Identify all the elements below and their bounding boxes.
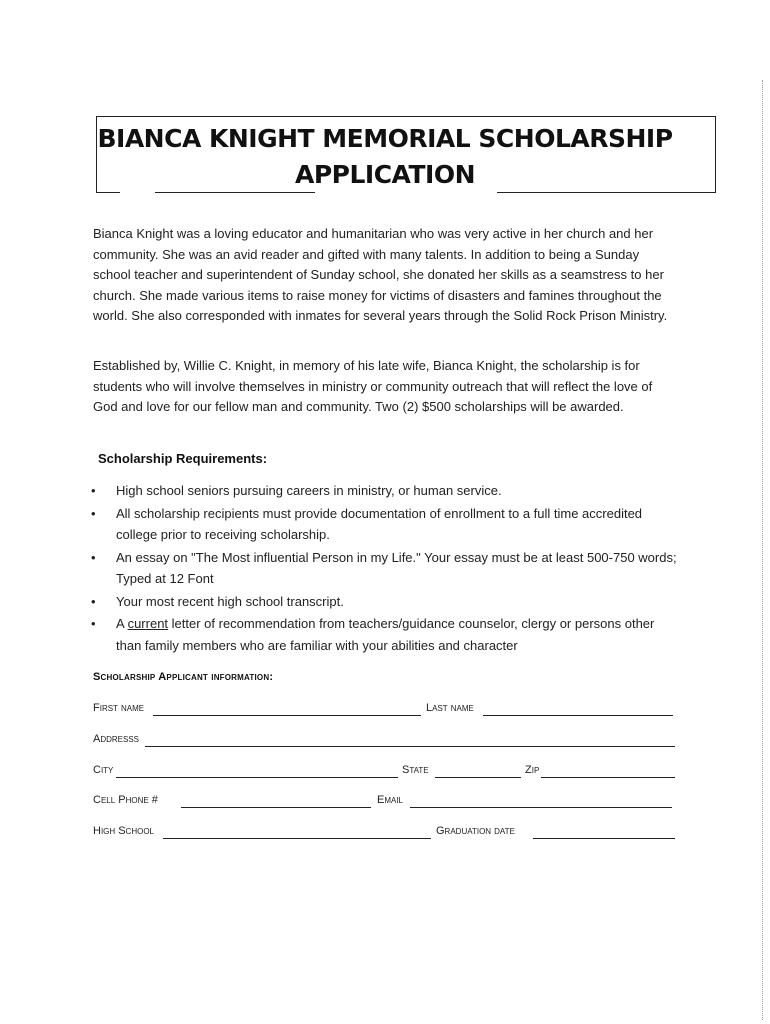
requirement-text: High school seniors pursuing careers in ministry, or human service.: [116, 483, 502, 498]
requirement-text: All scholarship recipients must provide documentation of enrollment to a full time accredited college prior to receiving scholarship.: [116, 505, 643, 542]
requirement-text: An essay on "The Most influential Person in my Life." Your essay must be at least 500-750 words; Typed at 12 Font: [116, 549, 677, 586]
scan-edge-artifact: [762, 80, 765, 1020]
address-label: Addresss: [93, 733, 140, 745]
requirements-heading: Scholarship Requirements:: [98, 451, 268, 466]
intro-paragraph-2: Established by, Willie C. Knight, in memory of his late wife, Bianca Knight, the scholarship is for students who will involve themselves in ministry or community outreach that will reflect the love of God and love for our fellow man and community. Two (2) $500 scholarships will be awarded.: [93, 358, 653, 415]
bullet-icon: •: [91, 505, 96, 521]
bullet-icon: •: [91, 549, 96, 565]
list-item: [88, 613, 678, 656]
graduation-date-label: Graduation date: [436, 825, 515, 837]
bullet-icon: •: [91, 483, 96, 498]
intro-paragraph-1: Bianca Knight was a loving educator and humanitarian who was very active in her church and her community. She was an avid reader and gifted with many talents. In addition to being a Sunday school teacher and superintendent of Sunday school, she donated her skills as a seamstress to her church. She made various items to raise money for victims of disasters and famines throughout the world. She also corresponded with inmates for several years through the Solid Rock Prison Ministry.: [93, 226, 668, 324]
form-row-address: [93, 733, 683, 753]
form-row-contact: [93, 794, 683, 814]
address-field[interactable]: [145, 746, 675, 747]
high-school-label: High School: [93, 825, 155, 837]
list-item: [88, 480, 678, 502]
zip-label: Zip: [525, 764, 540, 776]
form-row-city: [93, 764, 683, 784]
requirement-text: Your most recent high school transcript.: [116, 593, 344, 609]
state-label: State: [402, 764, 429, 776]
list-item: [88, 547, 678, 590]
cell-phone-field[interactable]: [181, 807, 371, 808]
list-item: [88, 503, 678, 546]
list-item: [88, 591, 678, 613]
page-title-line-2: APPLICATION: [294, 160, 475, 189]
state-field[interactable]: [435, 777, 521, 778]
page-title-line-1: BIANCA KNIGHT MEMORIAL SCHOLARSHIP: [97, 124, 673, 153]
city-label: City: [93, 764, 114, 776]
bullet-icon: •: [91, 593, 96, 609]
form-row-name: [93, 702, 683, 722]
requirement-text-rest: letter of recommendation from teachers/guidance counselor, clergy or persons other than family members who are familiar with your abilities and character: [116, 616, 655, 653]
email-label: Email: [377, 794, 404, 806]
high-school-field[interactable]: [163, 838, 431, 839]
zip-field[interactable]: [541, 777, 675, 778]
requirement-text-prefix: A: [116, 616, 128, 631]
first-name-field[interactable]: [153, 715, 421, 716]
email-field[interactable]: [410, 807, 672, 808]
form-row-school: [93, 825, 683, 845]
first-name-label: First name: [93, 702, 145, 714]
city-field[interactable]: [116, 777, 398, 778]
graduation-date-field[interactable]: [533, 838, 675, 839]
bullet-icon: •: [91, 616, 96, 631]
last-name-label: Last name: [426, 702, 474, 714]
applicant-info-heading: Scholarship Applicant information:: [93, 671, 274, 683]
last-name-field[interactable]: [483, 715, 673, 716]
requirement-text-underlined: current: [127, 616, 169, 631]
cell-phone-label: Cell Phone #: [93, 794, 158, 806]
requirements-list: [88, 480, 678, 657]
